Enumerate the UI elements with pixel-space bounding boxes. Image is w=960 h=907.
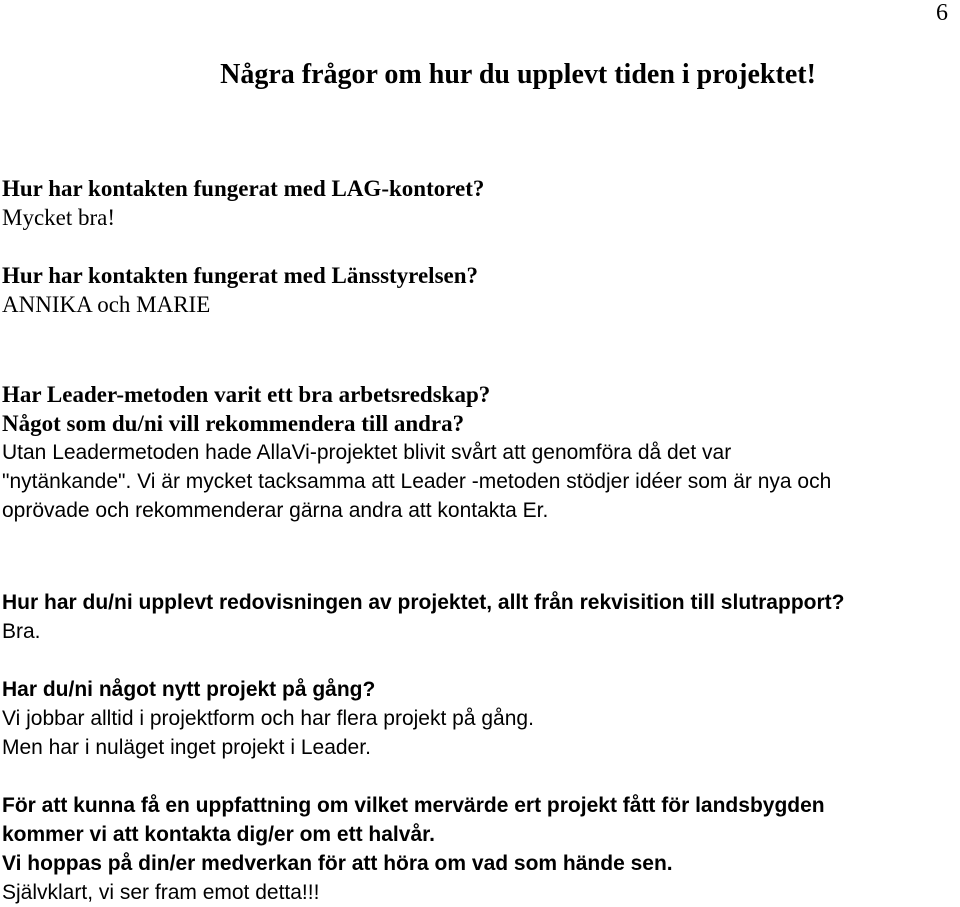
closing-answer: Självklart, vi ser fram emot detta!!! (2, 881, 320, 904)
question-recommend: Något som du/ni vill rekommendera till andra? (2, 411, 465, 436)
question-reporting: Hur har du/ni upplevt redovisningen av projektet, allt från rekvisition till slutrapport? (2, 591, 845, 614)
answer-lag-office: Mycket bra! (2, 205, 116, 230)
question-block-county (2, 261, 478, 319)
closing-line-2: kommer vi att kontakta dig/er om ett halvår. (2, 823, 435, 846)
question-block-reporting (2, 588, 844, 646)
answer-county-board: ANNIKA och MARIE (2, 292, 211, 317)
answer-line: oprövade och rekommenderar gärna andra att kontakta Er. (2, 499, 549, 522)
question-lag-office: Hur har kontakten fungerat med LAG-kontoret? (2, 176, 485, 201)
answer-reporting: Bra. (2, 620, 41, 643)
closing-line-1: För att kunna få en uppfattning om vilket mervärde ert projekt fått för landsbygden (2, 794, 825, 817)
question-block-lag (2, 174, 484, 232)
answer-new-project-1: Vi jobbar alltid i projektform och har flera projekt på gång. (2, 707, 534, 730)
question-block-new-project (2, 675, 534, 762)
answer-new-project-2: Men har i nuläget inget projekt i Leader. (2, 736, 371, 759)
question-leader-method: Har Leader-metoden varit ett bra arbetsredskap? (2, 382, 491, 407)
question-county-board: Hur har kontakten fungerat med Länsstyrelsen? (2, 263, 479, 288)
page-number: 6 (936, 0, 948, 26)
closing-block (2, 791, 825, 907)
question-new-project: Har du/ni något nytt projekt på gång? (2, 678, 376, 701)
question-block-leader-method (2, 380, 831, 525)
answer-line: Utan Leadermetoden hade AllaVi-projektet blivit svårt att genomföra då det var (2, 441, 732, 464)
answer-line: "nytänkande". Vi är mycket tacksamma att Leader -metoden stödjer idéer som är nya och (2, 470, 832, 493)
page-title: Några frågor om hur du upplevt tiden i projektet! (220, 59, 816, 90)
closing-line-3: Vi hoppas på din/er medverkan för att höra om vad som hände sen. (2, 852, 673, 875)
